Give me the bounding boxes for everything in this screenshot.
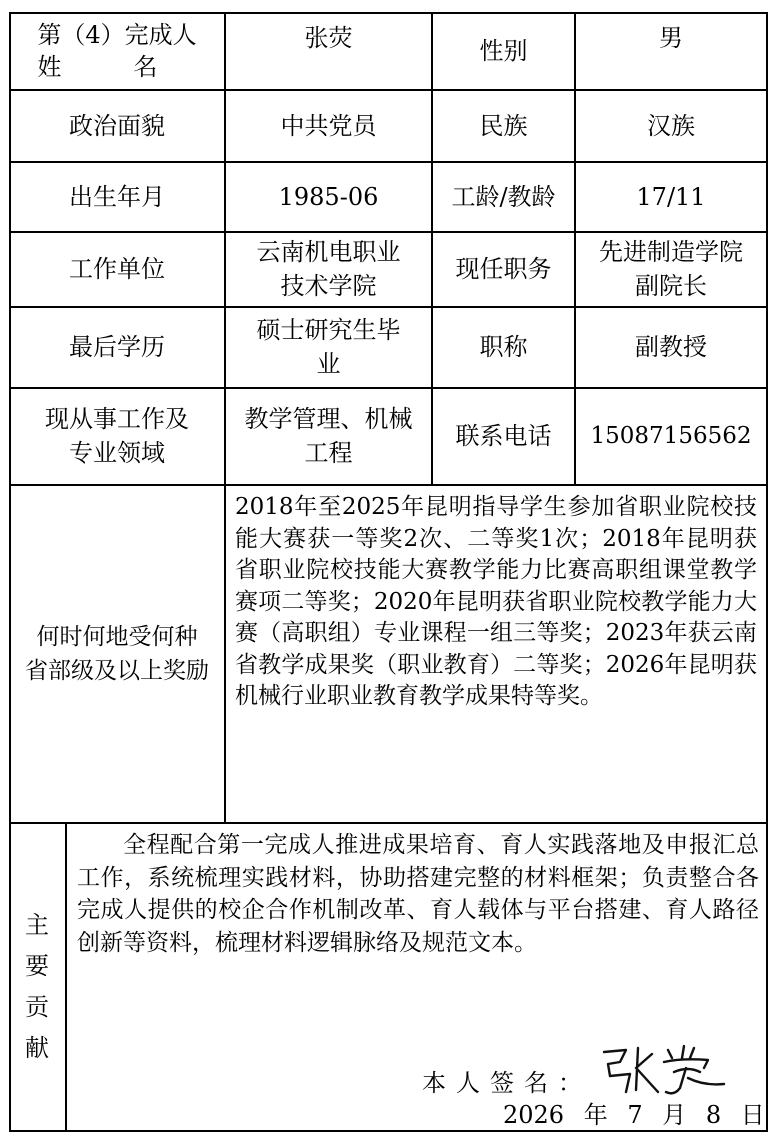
birth-value: 1985-06 bbox=[278, 182, 379, 211]
signature-label: 本人签名： bbox=[422, 1069, 592, 1097]
awards-label: 何时何地受何种 省部级及以上奖励 bbox=[25, 623, 209, 684]
seniority-label: 工龄/教龄 bbox=[451, 182, 556, 211]
gender-label: 性别 bbox=[479, 37, 528, 65]
ethnicity-label: 民族 bbox=[479, 111, 528, 140]
position-label: 现任职务 bbox=[455, 255, 552, 283]
phone-value: 15087156562 bbox=[590, 423, 752, 449]
awards-text: 2018年至2025年昆明指导学生参加省职业院校技能大赛获一等奖2次、二等奖1次；2018年昆明获省职业院校技能大赛教学能力比赛高职组课堂教学赛项二等奖；2020年昆明获省职业院校教学能力大赛（高职组）专业课程一组三等奖；2023年获云南省教学成果奖（职业教育）二等奖；2026年昆明获机械行业职业教育教学成果特等奖。 bbox=[235, 494, 757, 709]
name-value: 张荧 bbox=[304, 24, 353, 52]
contribution-label: 主要贡献 bbox=[25, 911, 49, 1062]
phone-label: 联系电话 bbox=[455, 422, 552, 450]
completer-label: 第（4）完成人 姓 名 bbox=[37, 21, 197, 81]
table-border-right bbox=[766, 12, 768, 1132]
row-divider bbox=[9, 822, 768, 824]
employer-value: 云南机电职业 技术学院 bbox=[256, 238, 401, 300]
political-label: 政治面貌 bbox=[69, 111, 165, 140]
field-value: 教学管理、机械 工程 bbox=[244, 405, 413, 467]
ethnicity-value: 汉族 bbox=[647, 111, 695, 140]
position-value: 先进制造学院 副院长 bbox=[599, 238, 743, 300]
table-border-bottom bbox=[9, 1130, 768, 1132]
political-value: 中共党员 bbox=[280, 111, 377, 140]
education-value: 硕士研究生毕 业 bbox=[256, 316, 401, 378]
field-label: 现从事工作及 专业领域 bbox=[45, 405, 189, 467]
title-value: 副教授 bbox=[635, 333, 707, 361]
employer-label: 工作单位 bbox=[69, 255, 165, 283]
handwritten-signature bbox=[596, 1038, 736, 1098]
gender-value: 男 bbox=[659, 24, 683, 52]
title-label: 职称 bbox=[479, 333, 528, 361]
seniority-value: 17/11 bbox=[636, 182, 706, 211]
contribution-text: 全程配合第一完成人推进成果培育、育人实践落地及申报汇总工作，系统梳理实践材料，协助搭建完整的材料框架；负责整合各完成人提供的校企合作机制改革、育人载体与平台搭建、育人路径创新等资料，梳理材料逻辑脉络及规范文本。 bbox=[77, 832, 759, 956]
column-divider bbox=[65, 822, 67, 1131]
birth-label: 出生年月 bbox=[69, 182, 165, 211]
signature-date: 2026 年 7 月 8 日 bbox=[503, 1101, 765, 1129]
education-label: 最后学历 bbox=[69, 333, 165, 361]
